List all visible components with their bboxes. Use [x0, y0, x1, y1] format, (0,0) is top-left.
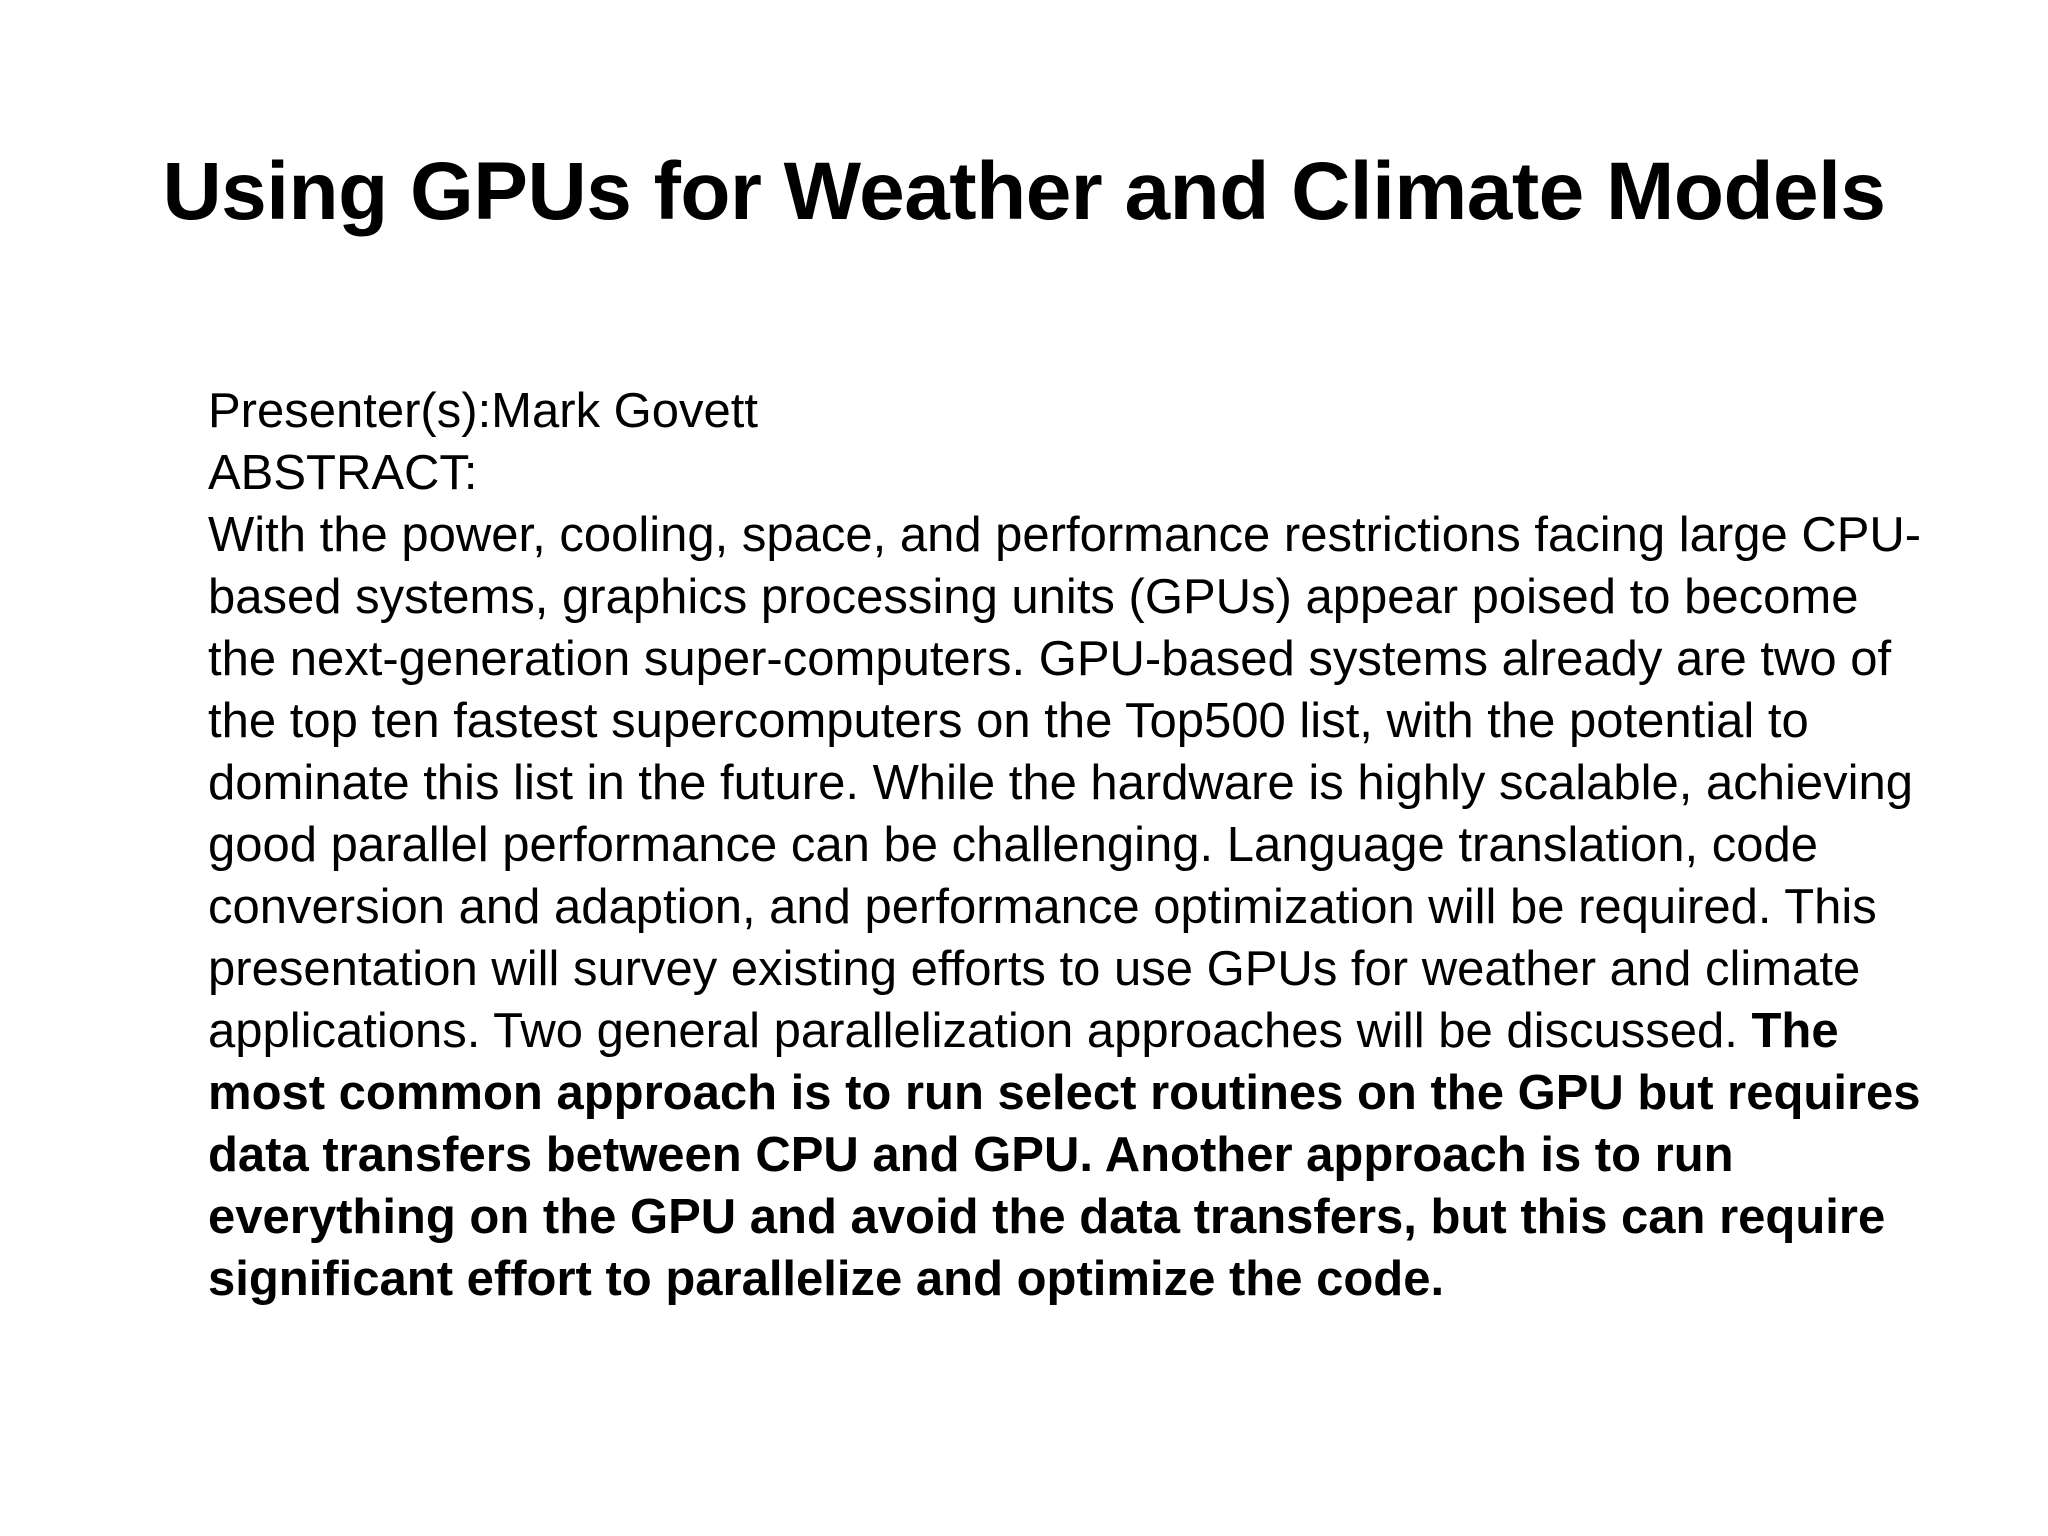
abstract-line: [208, 876, 2008, 938]
abstract-text: presentation will survey existing efforts to use GPUs for weather and climate: [208, 942, 1861, 996]
abstract-text-bold: data transfers between CPU and GPU. Another approach is to run: [208, 1128, 1734, 1182]
abstract-text: the top ten fastest supercomputers on the Top500 list, with the potential to: [208, 694, 1809, 748]
abstract-text-bold: significant effort to parallelize and optimize the code.: [208, 1252, 1445, 1306]
abstract-line: [208, 690, 2008, 752]
abstract-line: [208, 566, 2008, 628]
abstract-line: [208, 814, 2008, 876]
abstract-text-bold: The: [1751, 1004, 1839, 1058]
abstract-text: conversion and adaption, and performance optimization will be required. This: [208, 880, 1877, 934]
abstract-text: dominate this list in the future. While the hardware is highly scalable, achieving: [208, 756, 1913, 810]
abstract-text: based systems, graphics processing units (GPUs) appear poised to become: [208, 570, 1859, 624]
abstract-line: [208, 1124, 2008, 1186]
abstract-line: [208, 1248, 2008, 1310]
abstract-line: [208, 752, 2008, 814]
abstract-label: ABSTRACT:: [208, 446, 478, 500]
abstract-line: [208, 628, 2008, 690]
abstract-text: the next-generation super-computers. GPU-based systems already are two of: [208, 632, 1892, 686]
abstract-text: With the power, cooling, space, and performance restrictions facing large CPU-: [208, 508, 1922, 562]
slide-title: Using GPUs for Weather and Climate Models: [162, 146, 1886, 237]
abstract-line: [208, 938, 2008, 1000]
abstract-line: [208, 1062, 2008, 1124]
abstract-text-bold: everything on the GPU and avoid the data transfers, but this can require: [208, 1190, 1886, 1244]
slide-body: [208, 380, 2008, 1310]
abstract-text-bold: most common approach is to run select routines on the GPU but requires: [208, 1066, 1921, 1120]
abstract-line: [208, 1000, 2008, 1062]
abstract-text: good parallel performance can be challenging. Language translation, code: [208, 818, 1818, 872]
presenter-line: Presenter(s):Mark Govett: [208, 384, 759, 438]
abstract-line: [208, 1186, 2008, 1248]
abstract-line: [208, 504, 2008, 566]
abstract-text: applications. Two general parallelization approaches will be discussed.: [208, 1004, 1752, 1058]
